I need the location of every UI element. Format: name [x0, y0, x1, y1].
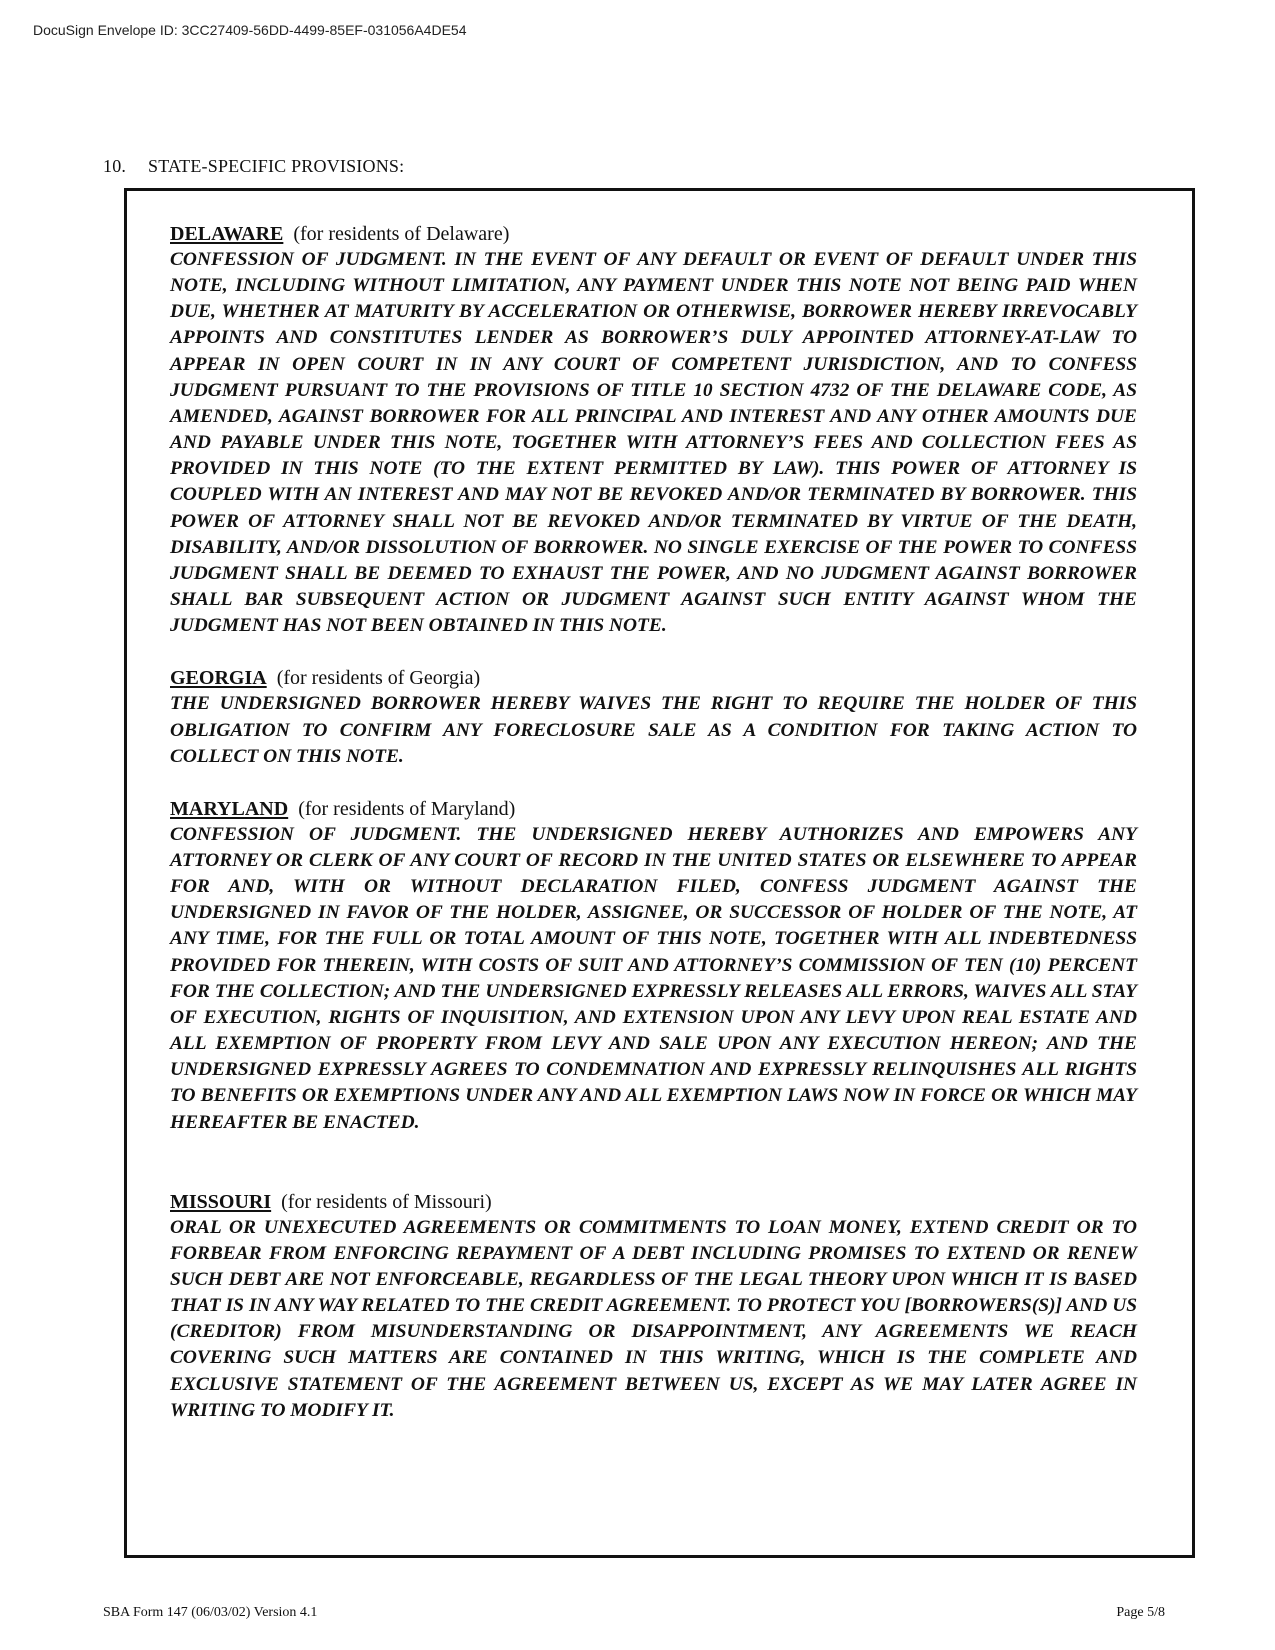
state-provision-text: CONFESSION OF JUDGMENT. THE UNDERSIGNED HEREBY AUTHORIZES AND EMPOWERS ANY ATTORNEY OR CLERK OF ANY COURT OF RECORD IN THE UNITED STATES OR ELSEWHERE TO APPEAR FOR AND, WITH OR WITHOUT DECLARATION FILED, CONFESS JUDGMENT AGAINST THE UNDERSIGNED IN FAVOR OF THE HOLDER, ASSIGNEE, OR SUCCESSOR OF HOLDER OF THE NOTE, AT ANY TIME, FOR THE FULL OR TOTAL AMOUNT OF THIS NOTE, TOGETHER WITH ALL INDEBTEDNESS PROVIDED FOR THEREIN, WITH COSTS OF SUIT AND ATTORNEY’S COMMISSION OF TEN (10) PERCENT FOR THE COLLECTION; AND THE UNDERSIGNED EXPRESSLY RELEASES ALL ERRORS, WAIVES ALL STAY OF EXECUTION, RIGHTS OF INQUISITION, AND EXTENSION UPON ANY LEVY UPON REAL ESTATE AND ALL EXEMPTION OF PROPERTY FROM LEVY AND SALE UPON ANY EXECUTION HEREON; AND THE UNDERSIGNED EXPRESSLY AGREES TO CONDEMNATION AND EXPRESSLY RELINQUISHES ALL RIGHTS TO BENEFITS OR EXEMPTIONS UNDER ANY AND ALL EXEMPTION LAWS NOW IN FORCE OR WHICH MAY HEREAFTER BE ENACTED.: [170, 823, 1137, 1133]
state-block-maryland: [170, 796, 1137, 1136]
form-version-footer: SBA Form 147 (06/03/02) Version 4.1: [103, 1605, 318, 1620]
state-residents-note: (for residents of Missouri): [281, 1190, 492, 1213]
state-block-delaware: [170, 221, 1137, 639]
state-name: MISSOURI: [170, 1190, 272, 1213]
spacer: [170, 639, 1137, 665]
docusign-envelope-id: DocuSign Envelope ID: 3CC27409-56DD-4499-85EF-031056A4DE54: [33, 22, 467, 38]
state-provision-text: ORAL OR UNEXECUTED AGREEMENTS OR COMMITMENTS TO LOAN MONEY, EXTEND CREDIT OR TO FORBEAR FROM ENFORCING REPAYMENT OF A DEBT INCLUDING PROMISES TO EXTEND OR RENEW SUCH DEBT ARE NOT ENFORCEABLE, REGARDLESS OF THE LEGAL THEORY UPON WHICH IT IS BASED THAT IS IN ANY WAY RELATED TO THE CREDIT AGREEMENT. TO PROTECT YOU [BORROWERS(S)] AND US (CREDITOR) FROM MISUNDERSTANDING OR DISAPPOINTMENT, ANY AGREEMENTS WE REACH COVERING SUCH MATTERS ARE CONTAINED IN THIS WRITING, WHICH IS THE COMPLETE AND EXCLUSIVE STATEMENT OF THE AGREEMENT BETWEEN US, EXCEPT AS WE MAY LATER AGREE IN WRITING TO MODIFY IT.: [170, 1216, 1137, 1421]
state-residents-note: (for residents of Delaware): [293, 223, 510, 245]
state-name: MARYLAND: [170, 797, 289, 820]
section-heading: [103, 156, 404, 177]
state-provisions-box: [124, 188, 1195, 1558]
section-title: STATE-SPECIFIC PROVISIONS:: [148, 156, 405, 176]
section-number: 10.: [103, 156, 127, 176]
state-heading: [170, 665, 1137, 691]
spacer: [170, 770, 1137, 796]
state-provisions-content: [170, 221, 1137, 1424]
state-heading: [170, 1189, 1137, 1215]
state-provision-text: THE UNDERSIGNED BORROWER HEREBY WAIVES THE RIGHT TO REQUIRE THE HOLDER OF THIS OBLIGATION TO CONFIRM ANY FORECLOSURE SALE AS A CONDITION FOR TAKING ACTION TO COLLECT ON THIS NOTE.: [170, 693, 1137, 767]
state-provision-text: CONFESSION OF JUDGMENT. IN THE EVENT OF ANY DEFAULT OR EVENT OF DEFAULT UNDER THIS NOTE, INCLUDING WITHOUT LIMITATION, ANY PAYMENT UNDER THIS NOTE NOT BEING PAID WHEN DUE, WHETHER AT MATURITY BY ACCELERATION OR OTHERWISE, BORROWER HEREBY IRREVOCABLY APPOINTS AND CONSTITUTES LENDER AS BORROWER’S DULY APPOINTED ATTORNEY-AT-LAW TO APPEAR IN OPEN COURT IN IN ANY COURT OF COMPETENT JURISDICTION, AND TO CONFESS JUDGMENT PURSUANT TO THE PROVISIONS OF TITLE 10 SECTION 4732 OF THE DELAWARE CODE, AS AMENDED, AGAINST BORROWER FOR ALL PRINCIPAL AND INTEREST AND ANY OTHER AMOUNTS DUE AND PAYABLE UNDER THIS NOTE, TOGETHER WITH ATTORNEY’S FEES AND COLLECTION FEES AS PROVIDED IN THIS NOTE (TO THE EXTENT PERMITTED BY LAW). THIS POWER OF ATTORNEY IS COUPLED WITH AN INTEREST AND MAY NOT BE REVOKED AND/OR TERMINATED BY BORROWER. THIS POWER OF ATTORNEY SHALL NOT BE REVOKED AND/OR TERMINATED BY VIRTUE OF THE DEATH, DISABILITY, AND/OR DISSOLUTION OF BORROWER. NO SINGLE EXERCISE OF THE POWER TO CONFESS JUDGMENT SHALL BE DEEMED TO EXHAUST THE POWER, AND NO JUDGMENT AGAINST BORROWER SHALL BAR SUBSEQUENT ACTION OR JUDGMENT AGAINST SUCH ENTITY AGAINST WHOM THE JUDGMENT HAS NOT BEEN OBTAINED IN THIS NOTE.: [170, 249, 1137, 637]
page-number: Page 5/8: [1116, 1605, 1165, 1620]
state-block-georgia: [170, 665, 1137, 769]
spacer: [170, 1136, 1137, 1189]
state-residents-note: (for residents of Georgia): [276, 667, 481, 690]
state-residents-note: (for residents of Maryland): [298, 797, 516, 820]
state-name: DELAWARE: [170, 223, 284, 245]
state-name: GEORGIA: [170, 667, 267, 690]
state-heading: [170, 796, 1137, 822]
state-heading: [170, 221, 1137, 247]
state-block-missouri: [170, 1189, 1137, 1424]
